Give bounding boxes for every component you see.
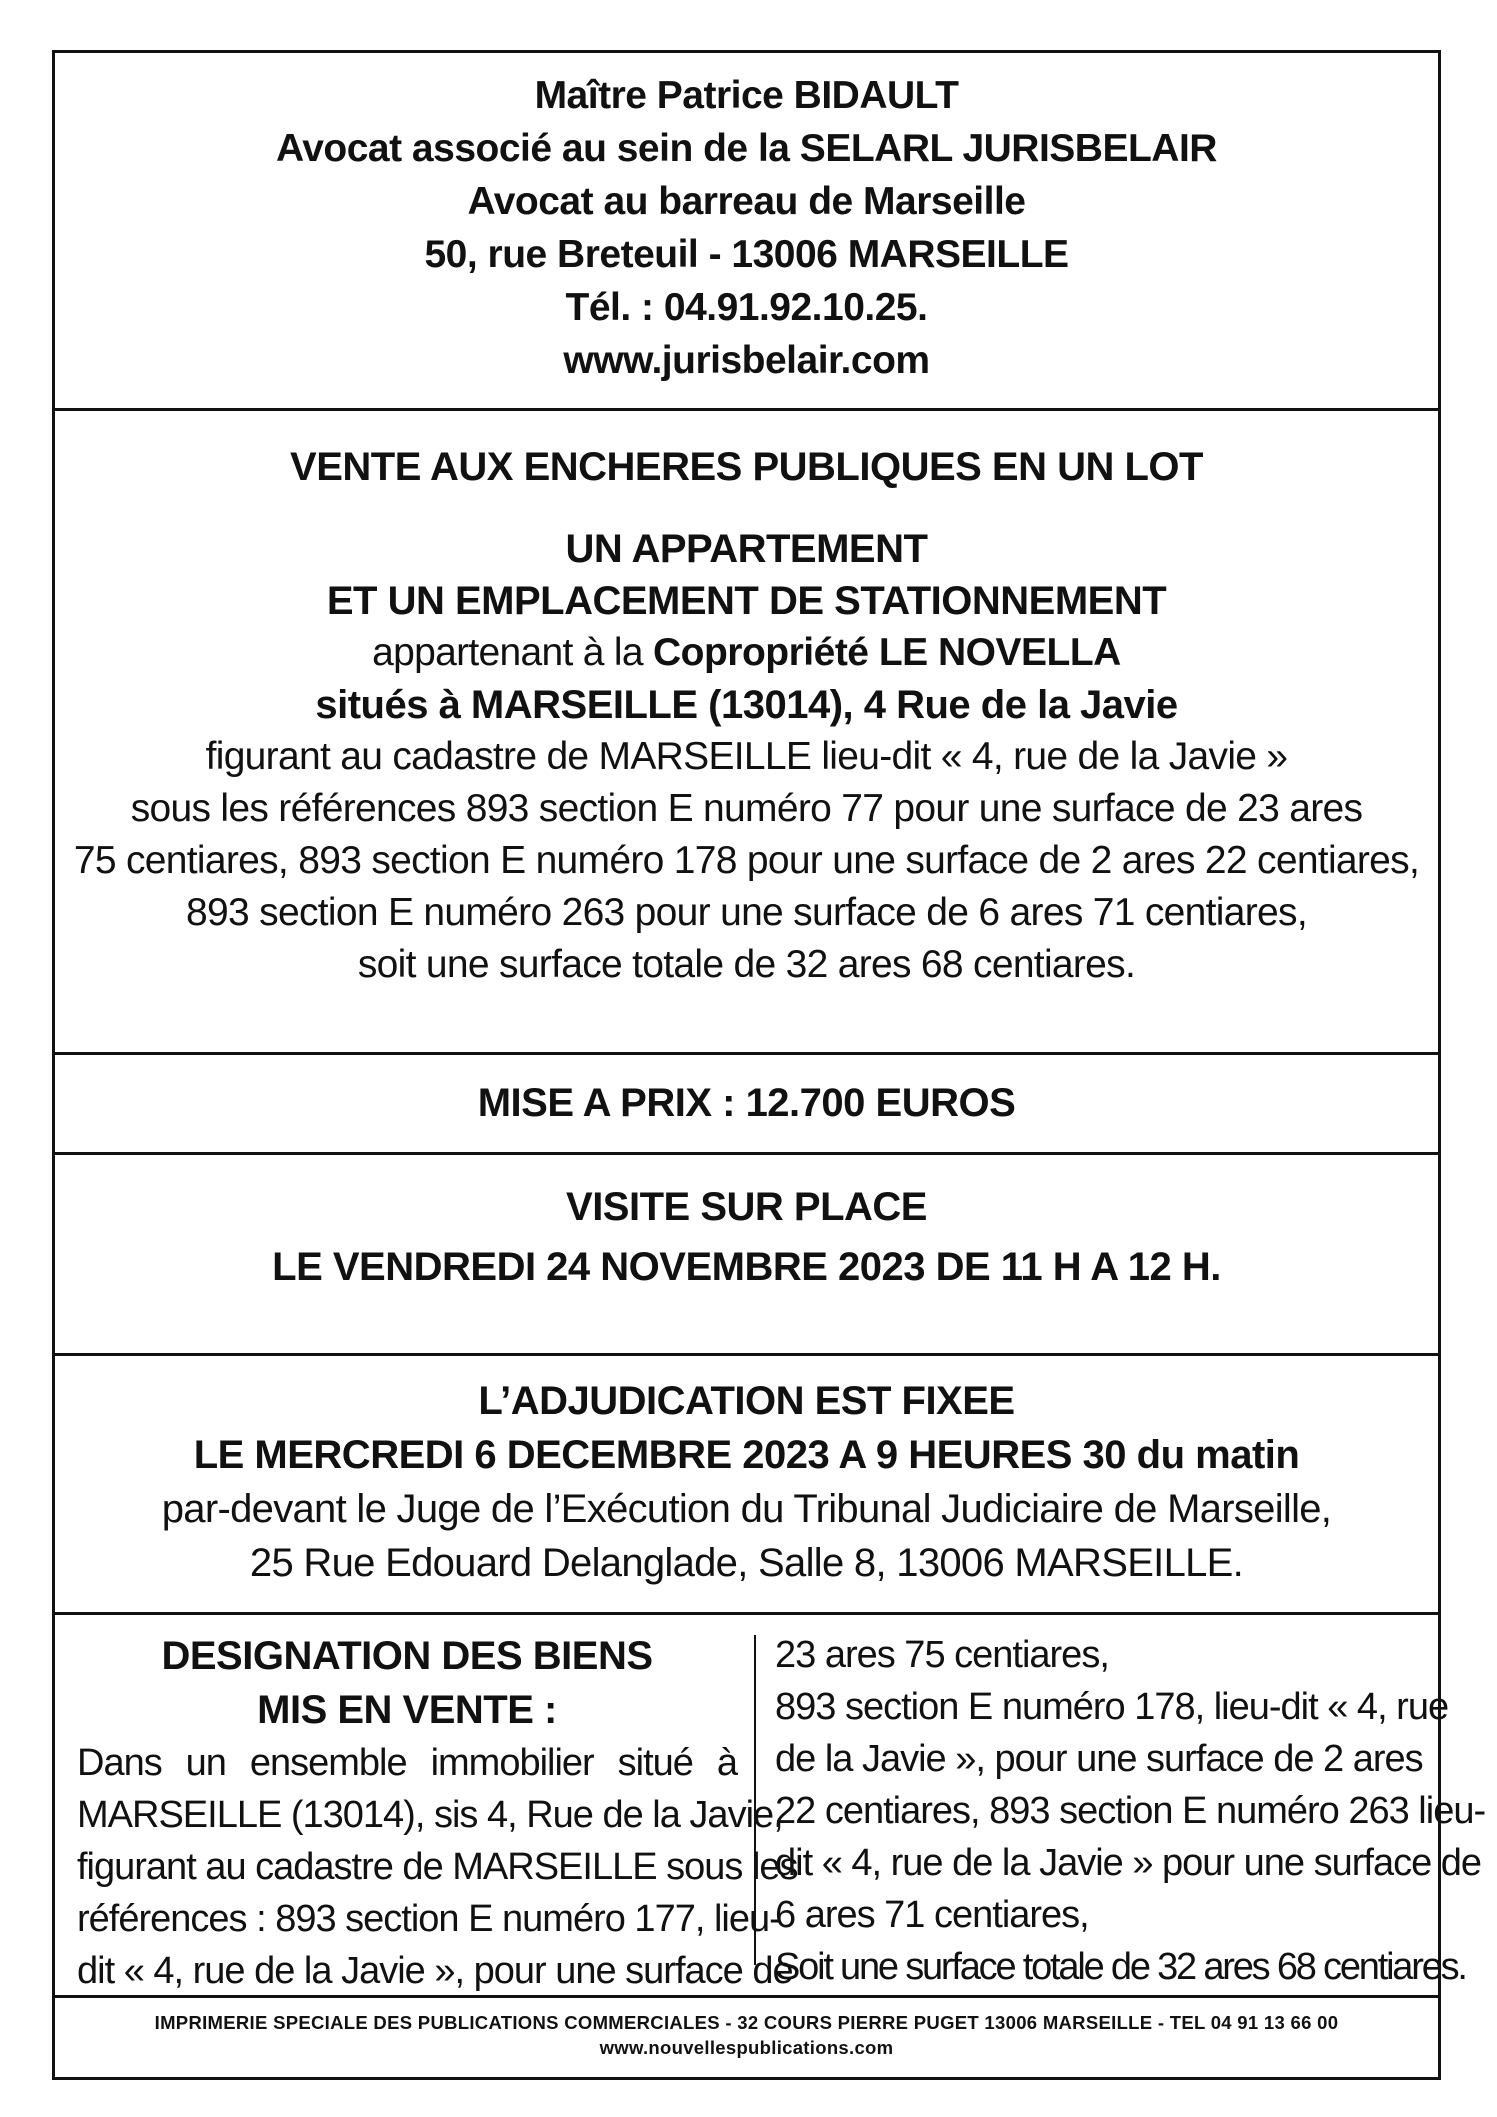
property-designation: [55, 1615, 1486, 1998]
sale-location: situés à MARSEILLE (13014), 4 Rue de la Javie: [315, 683, 1178, 727]
designation-left-line: MARSEILLE (13014), sis 4, Rue de la Javie,: [77, 1794, 783, 1836]
designation-left-line: figurant au cadastre de MARSEILLE sous les: [77, 1846, 798, 1888]
designation-title-line1: DESIGNATION DES BIENS: [161, 1634, 653, 1678]
starting-price-text: MISE A PRIX : 12.700 EUROS: [477, 1081, 1016, 1125]
visit-title: VISITE SUR PLACE: [566, 1185, 927, 1229]
designation-right-line: 893 section E numéro 178, lieu-dit « 4, rue: [775, 1686, 1449, 1728]
designation-left-line: Dans un ensemble immobilier situé à: [77, 1742, 737, 1784]
sale-heading: VENTE AUX ENCHERES PUBLIQUES EN UN LOT: [290, 445, 1203, 489]
adjudication-info: [55, 1356, 1438, 1615]
cadastre-line: soit une surface totale de 32 ares 68 centiares.: [357, 943, 1136, 986]
designation-right-line: de la Javie », pour une surface de 2 ares: [775, 1738, 1423, 1780]
adjudication-date: LE MERCREDI 6 DECEMBRE 2023 A 9 HEURES 30 du matin: [193, 1433, 1300, 1477]
lawyer-role: Avocat associé au sein de la SELARL JURISBELAIR: [276, 127, 1217, 170]
designation-right-line: 22 centiares, 893 section E numéro 263 lieu-: [775, 1790, 1486, 1832]
cadastre-line: figurant au cadastre de MARSEILLE lieu-dit « 4, rue de la Javie »: [205, 735, 1288, 778]
sale-owner: [55, 627, 1438, 679]
adjudication-title: L’ADJUDICATION EST FIXEE: [478, 1379, 1015, 1423]
cadastre-line: 893 section E numéro 263 pour une surface de 6 ares 71 centiares,: [186, 891, 1307, 934]
adjudication-address: 25 Rue Edouard Delanglade, Salle 8, 13006 MARSEILLE.: [249, 1541, 1244, 1585]
column-divider: [754, 1635, 756, 1965]
lawyer-header: [55, 53, 1438, 411]
lawyer-name: Maître Patrice BIDAULT: [534, 74, 959, 117]
designation-right-line: 6 ares 71 centiares,: [775, 1894, 1089, 1936]
adjudication-court: par-devant le Juge de l’Exécution du Tribunal Judiciaire de Marseille,: [161, 1487, 1332, 1531]
sale-spacer: [55, 493, 1438, 523]
owner-prefix: appartenant à la: [372, 631, 653, 674]
lawyer-bar: Avocat au barreau de Marseille: [467, 180, 1026, 223]
printer-footer: [55, 1998, 1438, 2080]
printer-website: www.nouvellespublications.com: [599, 2037, 894, 2058]
sale-item-line2: ET UN EMPLACEMENT DE STATIONNEMENT: [326, 579, 1167, 623]
designation-left-column: [77, 1629, 798, 1997]
starting-price: [55, 1055, 1438, 1155]
designation-right-line: 23 ares 75 centiares,: [775, 1634, 1109, 1676]
designation-right-line: Soit une surface totale de 32 ares 68 centiares.: [775, 1946, 1466, 1988]
cadastre-line: sous les références 893 section E numéro 77 pour une surface de 23 ares: [130, 787, 1363, 830]
sale-description: [55, 411, 1438, 1055]
designation-right-line: dit « 4, rue de la Javie » pour une surface de: [775, 1842, 1482, 1884]
designation-left-line: dit « 4, rue de la Javie », pour une surface de: [77, 1950, 793, 1992]
visit-info: [55, 1155, 1438, 1356]
lawyer-address: 50, rue Breteuil - 13006 MARSEILLE: [424, 233, 1069, 276]
legal-notice-frame: [52, 50, 1486, 2080]
designation-left-line: références : 893 section E numéro 177, lieu-: [77, 1898, 781, 1940]
printer-address: IMPRIMERIE SPECIALE DES PUBLICATIONS COMMERCIALES - 32 COURS PIERRE PUGET 13006 MARSEILLE - TEL 04 91 13 66 00: [154, 2012, 1339, 2033]
lawyer-website: www.jurisbelair.com: [563, 339, 930, 382]
lawyer-phone: Tél. : 04.91.92.10.25.: [565, 286, 928, 329]
sale-item-line1: UN APPARTEMENT: [565, 527, 928, 571]
designation-title-line2: MIS EN VENTE :: [257, 1688, 557, 1732]
owner-name: Copropriété LE NOVELLA: [652, 631, 1121, 674]
visit-date: LE VENDREDI 24 NOVEMBRE 2023 DE 11 H A 12 H.: [272, 1245, 1221, 1289]
cadastre-line: 75 centiares, 893 section E numéro 178 pour une surface de 2 ares 22 centiares,: [73, 839, 1420, 882]
designation-right-column: [775, 1629, 1486, 1993]
